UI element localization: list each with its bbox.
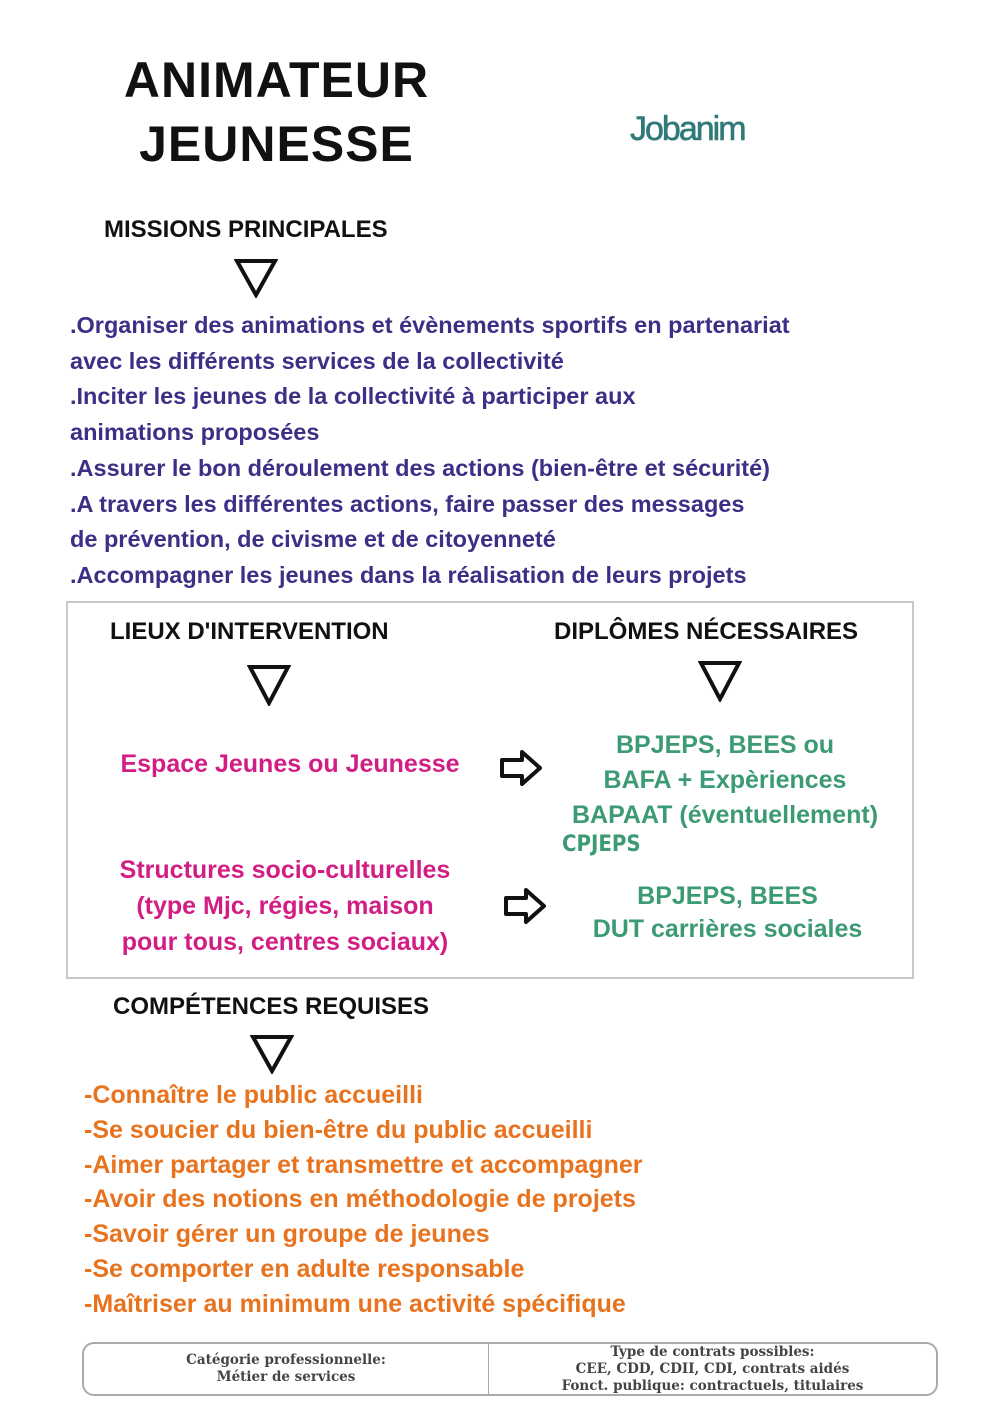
right-arrow-icon (502, 886, 548, 935)
diplomes-espace-jeunes (540, 728, 910, 833)
title-line: ANIMATEUR (123, 52, 430, 108)
competences-heading: COMPÉTENCES REQUISES (113, 993, 430, 1020)
missions-list (70, 308, 790, 594)
lieu-structures (90, 852, 480, 960)
diplome-line: BPJEPS, BEES (637, 882, 818, 910)
competence-line: -Se comporter en adulte responsable (84, 1254, 525, 1283)
footer-line: Fonct. publique: contractuels, titulaires (561, 1377, 864, 1394)
diplome-line: BAFA + Expèriences (603, 766, 847, 794)
competence-line: -Maîtriser au minimum une activité spécifique (84, 1289, 626, 1318)
cpjeps-label: CPJEPS (562, 832, 641, 857)
footer-line: CEE, CDD, CDII, CDI, contrats aidés (575, 1360, 850, 1377)
mission-line: .Assurer le bon déroulement des actions (bien-être et sécurité) (70, 454, 770, 481)
page-title (104, 48, 449, 176)
competences-list (84, 1078, 643, 1322)
diplome-line: DUT carrières sociales (592, 915, 863, 943)
competence-line: -Connaître le public accueilli (84, 1081, 423, 1109)
mission-line: de prévention, de civisme et de citoyenneté (70, 526, 556, 553)
right-arrow-icon (498, 748, 544, 797)
lieux-heading: LIEUX D'INTERVENTION (110, 618, 389, 645)
mission-line: .Inciter les jeunes de la collectivité à participer aux (70, 383, 636, 410)
diplome-line: BPJEPS, BEES ou (615, 731, 835, 759)
down-triangle-icon (698, 660, 742, 706)
competence-line: -Savoir gérer un groupe de jeunes (84, 1220, 490, 1249)
competence-line: -Avoir des notions en méthodologie de projets (84, 1185, 636, 1214)
footer-line: Métier de services (216, 1369, 356, 1385)
mission-line: avec les différents services de la collectivité (70, 347, 564, 374)
down-triangle-icon (234, 258, 278, 302)
missions-heading: MISSIONS PRINCIPALES (104, 216, 388, 243)
mission-line: .Organiser des animations et évènements sportifs en partenariat (70, 312, 790, 338)
diplomes-heading: DIPLÔMES NÉCESSAIRES (554, 618, 859, 645)
down-triangle-icon (250, 1034, 294, 1078)
diplomes-structures (545, 880, 910, 946)
footer-category (84, 1344, 489, 1394)
lieu-espace-jeunes (100, 746, 480, 782)
footer-line: Type de contrats possibles: (610, 1343, 815, 1360)
lieu-line: pour tous, centres sociaux) (121, 928, 449, 956)
competence-line: -Se soucier du bien-être du public accueilli (84, 1115, 593, 1144)
footer-contracts (489, 1344, 936, 1394)
footer-box (82, 1342, 938, 1396)
competence-line: -Aimer partager et transmettre et accompagner (84, 1150, 643, 1179)
diplome-line: BAPAAT (éventuellement) (571, 801, 879, 829)
lieu-line: Structures socio-culturelles (119, 856, 451, 884)
footer-line: Catégorie professionnelle: (186, 1352, 386, 1368)
mission-line: .Accompagner les jeunes dans la réalisation de leurs projets (70, 561, 747, 588)
down-triangle-icon (247, 664, 291, 710)
mission-line: animations proposées (70, 419, 320, 446)
jobanim-logo: Jobanim (630, 110, 745, 148)
title-line: JEUNESSE (139, 116, 414, 172)
lieu-line: Espace Jeunes ou Jeunesse (120, 750, 460, 778)
lieu-line: (type Mjc, régies, maison (136, 892, 434, 920)
mission-line: .A travers les différentes actions, faire passer des messages (70, 490, 745, 517)
